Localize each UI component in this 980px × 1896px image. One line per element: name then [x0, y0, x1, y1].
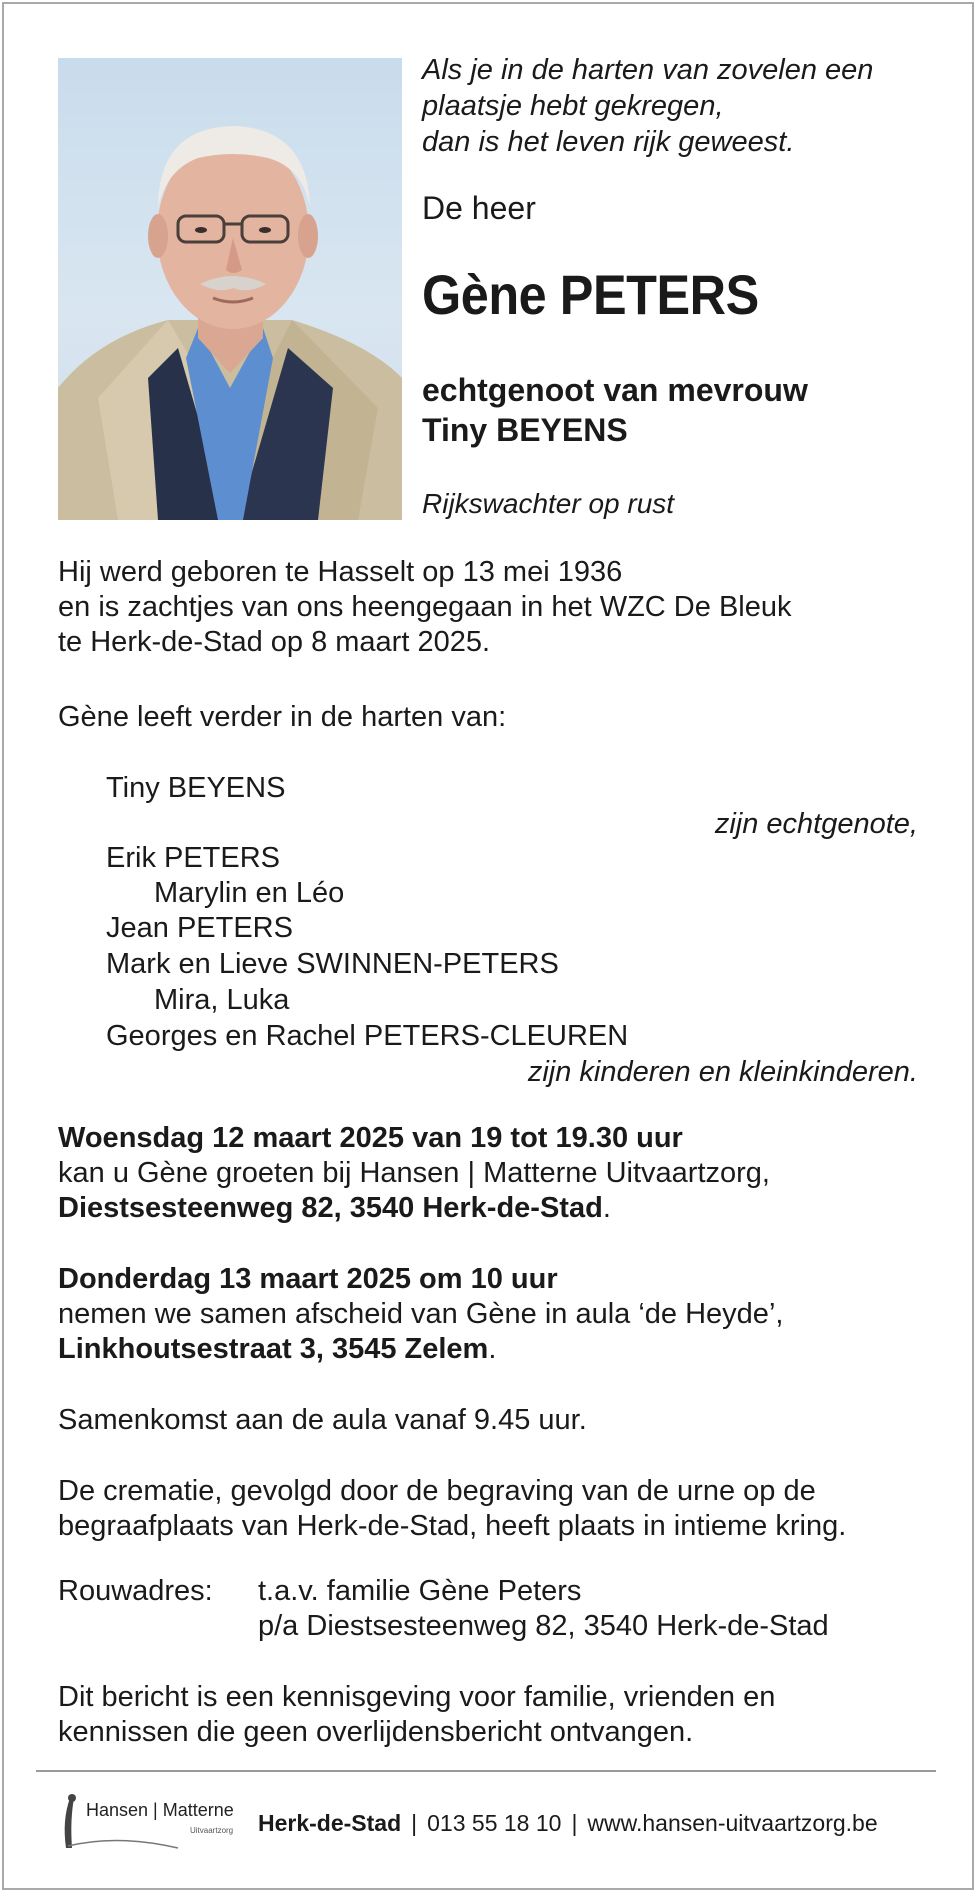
footer-contact	[258, 1810, 878, 1837]
cremation-paragraph	[58, 1474, 846, 1544]
visitation-address: Diestsesteenweg 82, 3540 Herk-de-Stad.	[58, 1192, 611, 1224]
mourning-address-line: t.a.v. familie Gène Peters	[258, 1575, 582, 1607]
survived-intro: Gène leeft verder in de harten van:	[58, 701, 507, 733]
farewell-date: Donderdag 13 maart 2025 om 10 uur	[58, 1263, 558, 1295]
deceased-name: Gène PETERS	[422, 263, 759, 326]
cremation-line: De crematie, gevolgd door de begraving van de urne op de	[58, 1475, 816, 1507]
family-member: Marylin en Léo	[154, 877, 345, 909]
family-member: Georges en Rachel PETERS-CLEUREN	[106, 1020, 629, 1052]
footer-phone[interactable]: 013 55 18 10	[427, 1810, 562, 1836]
footer-divider	[36, 1770, 936, 1772]
farewell-address: Linkhoutsestraat 3, 3545 Zelem.	[58, 1333, 497, 1365]
cremation-line: begraafplaats van Herk-de-Stad, heeft plaats in intieme kring.	[58, 1510, 847, 1542]
birth-paragraph	[58, 555, 791, 660]
visitation-paragraph	[58, 1121, 770, 1226]
poem	[422, 52, 873, 160]
footer-separator: |	[411, 1810, 418, 1836]
portrait-photo	[58, 58, 402, 520]
visitation-text: kan u Gène groeten bij Hansen | Matterne Uitvaartzorg,	[58, 1157, 770, 1189]
family-spouse-role: zijn echtgenote,	[714, 808, 918, 840]
spouse-line-1: echtgenoot van mevrouw	[422, 372, 808, 408]
gathering-text: Samenkomst aan de aula vanaf 9.45 uur.	[58, 1404, 587, 1436]
family-spouse: Tiny BEYENS	[106, 772, 286, 804]
notice-line: Dit bericht is een kennisgeving voor familie, vrienden en	[58, 1681, 776, 1713]
poem-line: dan is het leven rijk geweest.	[422, 126, 795, 158]
family-member: Erik PETERS	[106, 842, 281, 874]
family-children-role: zijn kinderen en kleinkinderen.	[527, 1056, 918, 1088]
spouse-line	[422, 370, 808, 450]
logo-text: Hansen | Matterne	[86, 1800, 234, 1820]
footer-separator: |	[571, 1810, 578, 1836]
farewell-text: nemen we samen afscheid van Gène in aula ‘de Heyde’,	[58, 1298, 784, 1330]
footer-website[interactable]: www.hansen-uitvaartzorg.be	[587, 1810, 878, 1836]
notice-paragraph	[58, 1680, 775, 1750]
mourning-address-label: Rouwadres:	[58, 1575, 213, 1607]
family-member: Mark en Lieve SWINNEN-PETERS	[106, 948, 559, 980]
logo-subtext: Uitvaartzorg	[190, 1826, 234, 1835]
poem-line: plaatsje hebt gekregen,	[422, 90, 724, 122]
poem-line: Als je in de harten van zovelen een	[422, 54, 874, 86]
spouse-line-2: Tiny BEYENS	[422, 412, 628, 448]
honorific: De heer	[422, 190, 536, 226]
birth-line: Hij werd geboren te Hasselt op 13 mei 1936	[58, 556, 623, 588]
birth-line: en is zachtjes van ons heengegaan in het WZC De Bleuk	[58, 591, 792, 623]
farewell-paragraph	[58, 1262, 783, 1367]
birth-line: te Herk-de-Stad op 8 maart 2025.	[58, 626, 491, 658]
visitation-date: Woensdag 12 maart 2025 van 19 tot 19.30 uur	[58, 1122, 683, 1154]
notice-line: kennissen die geen overlijdensbericht ontvangen.	[58, 1716, 694, 1748]
family-member: Mira, Luka	[154, 984, 290, 1016]
mourning-address-line: p/a Diestsesteenweg 82, 3540 Herk-de-Stad	[258, 1610, 829, 1642]
mourning-address	[258, 1574, 829, 1644]
family-member: Jean PETERS	[106, 912, 293, 944]
footer-city: Herk-de-Stad	[258, 1810, 402, 1836]
occupation: Rijkswachter op rust	[422, 488, 675, 519]
